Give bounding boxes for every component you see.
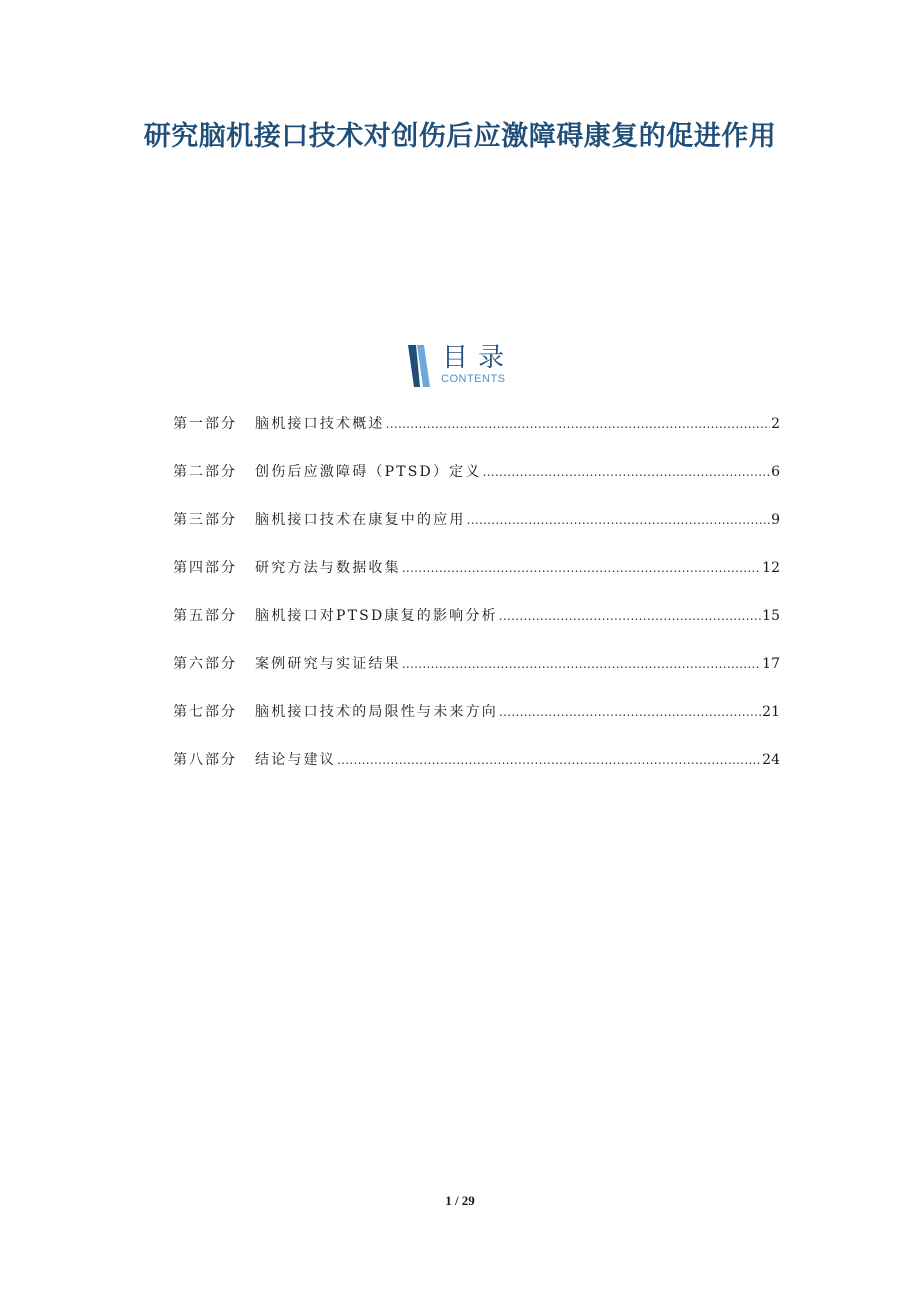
toc-entry[interactable] xyxy=(173,748,780,796)
toc-entry-part: 第三部分 xyxy=(173,512,237,528)
toc-entry-page: 17 xyxy=(762,656,780,672)
toc-entry-page: 2 xyxy=(771,416,780,432)
toc-entry-title: 脑机接口技术概述 xyxy=(255,416,385,432)
toc-leader-dots xyxy=(467,508,770,532)
toc-entry[interactable] xyxy=(173,556,780,604)
toc-entry-page: 12 xyxy=(762,560,780,576)
toc-leader-dots xyxy=(499,700,761,724)
toc-heading: 目录 xyxy=(442,343,515,373)
toc-entry[interactable] xyxy=(173,508,780,556)
toc-list xyxy=(173,412,780,796)
toc-entry-page: 15 xyxy=(762,608,780,624)
toc-entry-title: 研究方法与数据收集 xyxy=(255,560,401,576)
toc-leader-dots xyxy=(337,748,761,772)
toc-leader-dots xyxy=(499,604,761,628)
toc-entry-title: 脑机接口对PTSD康复的影响分析 xyxy=(255,608,498,624)
toc-entry-part: 第五部分 xyxy=(173,608,237,624)
toc-entry[interactable] xyxy=(173,700,780,748)
document-title: 研究脑机接口技术对创伤后应激障碍康复的促进作用 xyxy=(143,121,777,152)
toc-entry-part: 第二部分 xyxy=(173,464,237,480)
toc-logo-icon xyxy=(404,343,432,389)
toc-entry[interactable] xyxy=(173,604,780,652)
toc-entry-part: 第七部分 xyxy=(173,704,237,720)
toc-entry-page: 6 xyxy=(771,464,780,480)
toc-entry-title: 案例研究与实证结果 xyxy=(255,656,401,672)
toc-entry-page: 9 xyxy=(771,512,780,528)
toc-entry[interactable] xyxy=(173,652,780,700)
toc-leader-dots xyxy=(402,652,761,676)
toc-header xyxy=(404,343,544,389)
toc-entry-title: 结论与建议 xyxy=(255,752,336,768)
toc-leader-dots xyxy=(483,460,771,484)
toc-entry-page: 24 xyxy=(762,752,780,768)
toc-subheading: CONTENTS xyxy=(441,373,506,385)
toc-entry-page: 21 xyxy=(762,704,780,720)
toc-leader-dots xyxy=(386,412,770,436)
toc-entry[interactable] xyxy=(173,412,780,460)
toc-entry-part: 第一部分 xyxy=(173,416,237,432)
toc-entry[interactable] xyxy=(173,460,780,508)
toc-entry-part: 第四部分 xyxy=(173,560,237,576)
page-indicator: 1 / 29 xyxy=(445,1193,475,1208)
toc-entry-title: 脑机接口技术的局限性与未来方向 xyxy=(255,704,498,720)
toc-entry-part: 第六部分 xyxy=(173,656,237,672)
toc-entry-title: 脑机接口技术在康复中的应用 xyxy=(255,512,466,528)
toc-entry-part: 第八部分 xyxy=(173,752,237,768)
toc-entry-title: 创伤后应激障碍（PTSD）定义 xyxy=(255,464,482,480)
toc-leader-dots xyxy=(402,556,761,580)
